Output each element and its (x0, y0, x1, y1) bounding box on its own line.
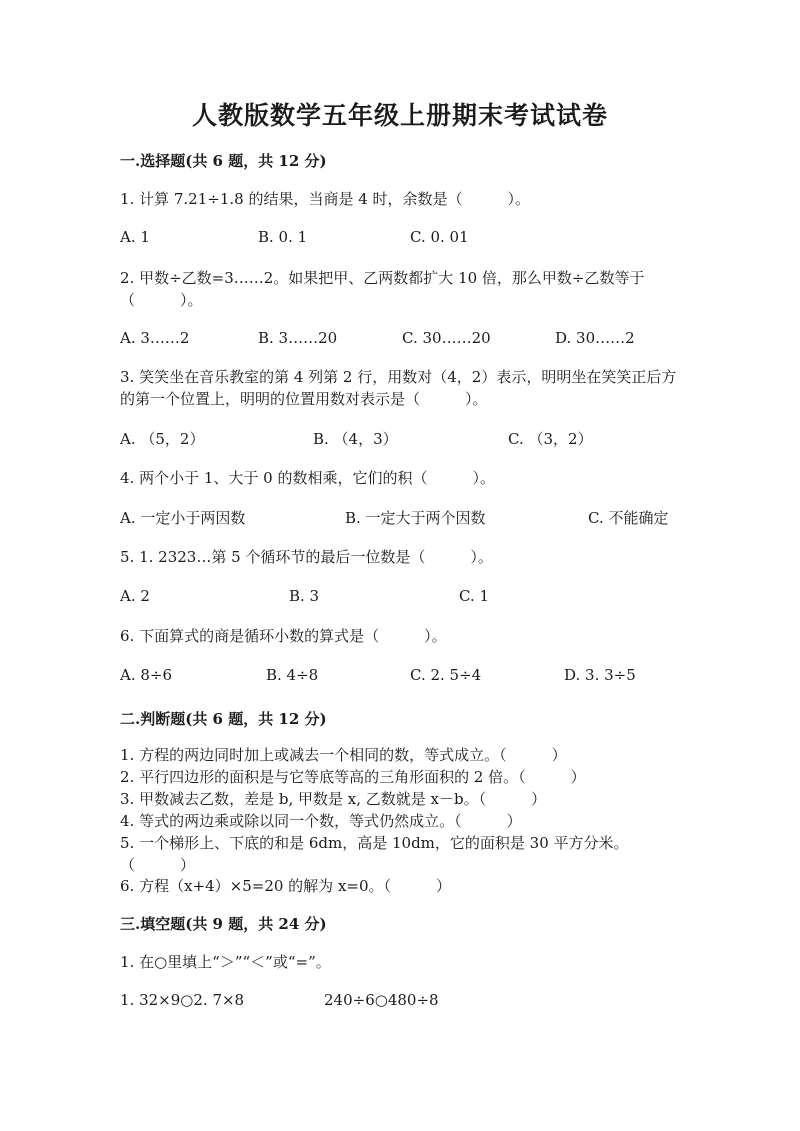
judge-item: 3. 甲数减去乙数，差是 b, 甲数是 x, 乙数就是 x－b。（ ） (120, 790, 547, 808)
option-d: D. 30……2 (555, 329, 635, 347)
option-c: C. 0. 01 (410, 228, 469, 246)
option-b: B. （4，3） (313, 430, 398, 448)
option-b: B. 3……20 (258, 329, 338, 347)
option-c: C. 1 (459, 587, 490, 605)
option-c: C. 不能确定 (588, 509, 669, 527)
option-d: D. 3. 3÷5 (564, 666, 636, 684)
judge-item: 5. 一个梯形上、下底的和是 6dm，高是 10dm，它的面积是 30 平方分米。（ ） (120, 834, 629, 874)
option-a: A. 8÷6 (120, 666, 173, 684)
judge-item: 6. 方程（x+4）×5=20 的解为 x=0。（ ） (120, 877, 452, 895)
judge-item: 1. 方程的两边同时加上或减去一个相同的数，等式成立。（ ） (120, 746, 567, 764)
question-text: 6. 下面算式的商是循环小数的算式是（ ）。 (120, 627, 447, 645)
option-a: A. 2 (120, 587, 150, 605)
option-c: C. 30……20 (402, 329, 491, 347)
option-b: B. 4÷8 (266, 666, 319, 684)
option-a: A. （5，2） (120, 430, 205, 448)
question-text: 5. 1. 2323…第 5 个循环节的最后一位数是（ ）。 (120, 548, 493, 566)
option-b: B. 一定大于两个因数 (345, 509, 486, 527)
option-a: A. 3……2 (120, 329, 190, 347)
question-text: 1. 计算 7.21÷1.8 的结果，当商是 4 时，余数是（ ）。 (120, 190, 531, 208)
question-text: 2. 甲数÷乙数=3……2。如果把甲、乙两数都扩大 10 倍，那么甲数÷乙数等于（ ）。 (120, 269, 645, 309)
judge-item: 4. 等式的两边乘或除以同一个数，等式仍然成立。（ ） (120, 812, 522, 830)
option-c: C. （3，2） (508, 430, 593, 448)
section-heading-fill: 三.填空题(共 9 题，共 24 分) (120, 915, 327, 933)
question-text: 1. 在○里填上“＞”“＜”或“=”。 (120, 953, 331, 971)
option-c: C. 2. 5÷4 (410, 666, 482, 684)
question-text: 3. 笑笑坐在音乐教室的第 4 列第 2 行，用数对（4，2）表示，明明坐在笑笑正后方的第一个位置上，明明的位置用数对表示是（ ）。 (120, 368, 677, 408)
fill-expression: 240÷6○480÷8 (324, 991, 439, 1009)
fill-expression: 1. 32×9○2. 7×8 (120, 991, 245, 1009)
option-b: B. 0. 1 (258, 228, 308, 246)
option-b: B. 3 (289, 587, 320, 605)
option-a: A. 一定小于两因数 (120, 509, 246, 527)
section-heading-judge: 二.判断题(共 6 题，共 12 分) (120, 710, 327, 728)
page-title: 人教版数学五年级上册期末考试试卷 (191, 101, 608, 130)
option-a: A. 1 (120, 228, 150, 246)
section-heading-choice: 一.选择题(共 6 题，共 12 分) (120, 152, 327, 170)
question-text: 4. 两个小于 1、大于 0 的数相乘，它们的积（ ）。 (120, 469, 495, 487)
judge-item: 2. 平行四边形的面积是与它等底等高的三角形面积的 2 倍。（ ） (120, 768, 586, 786)
